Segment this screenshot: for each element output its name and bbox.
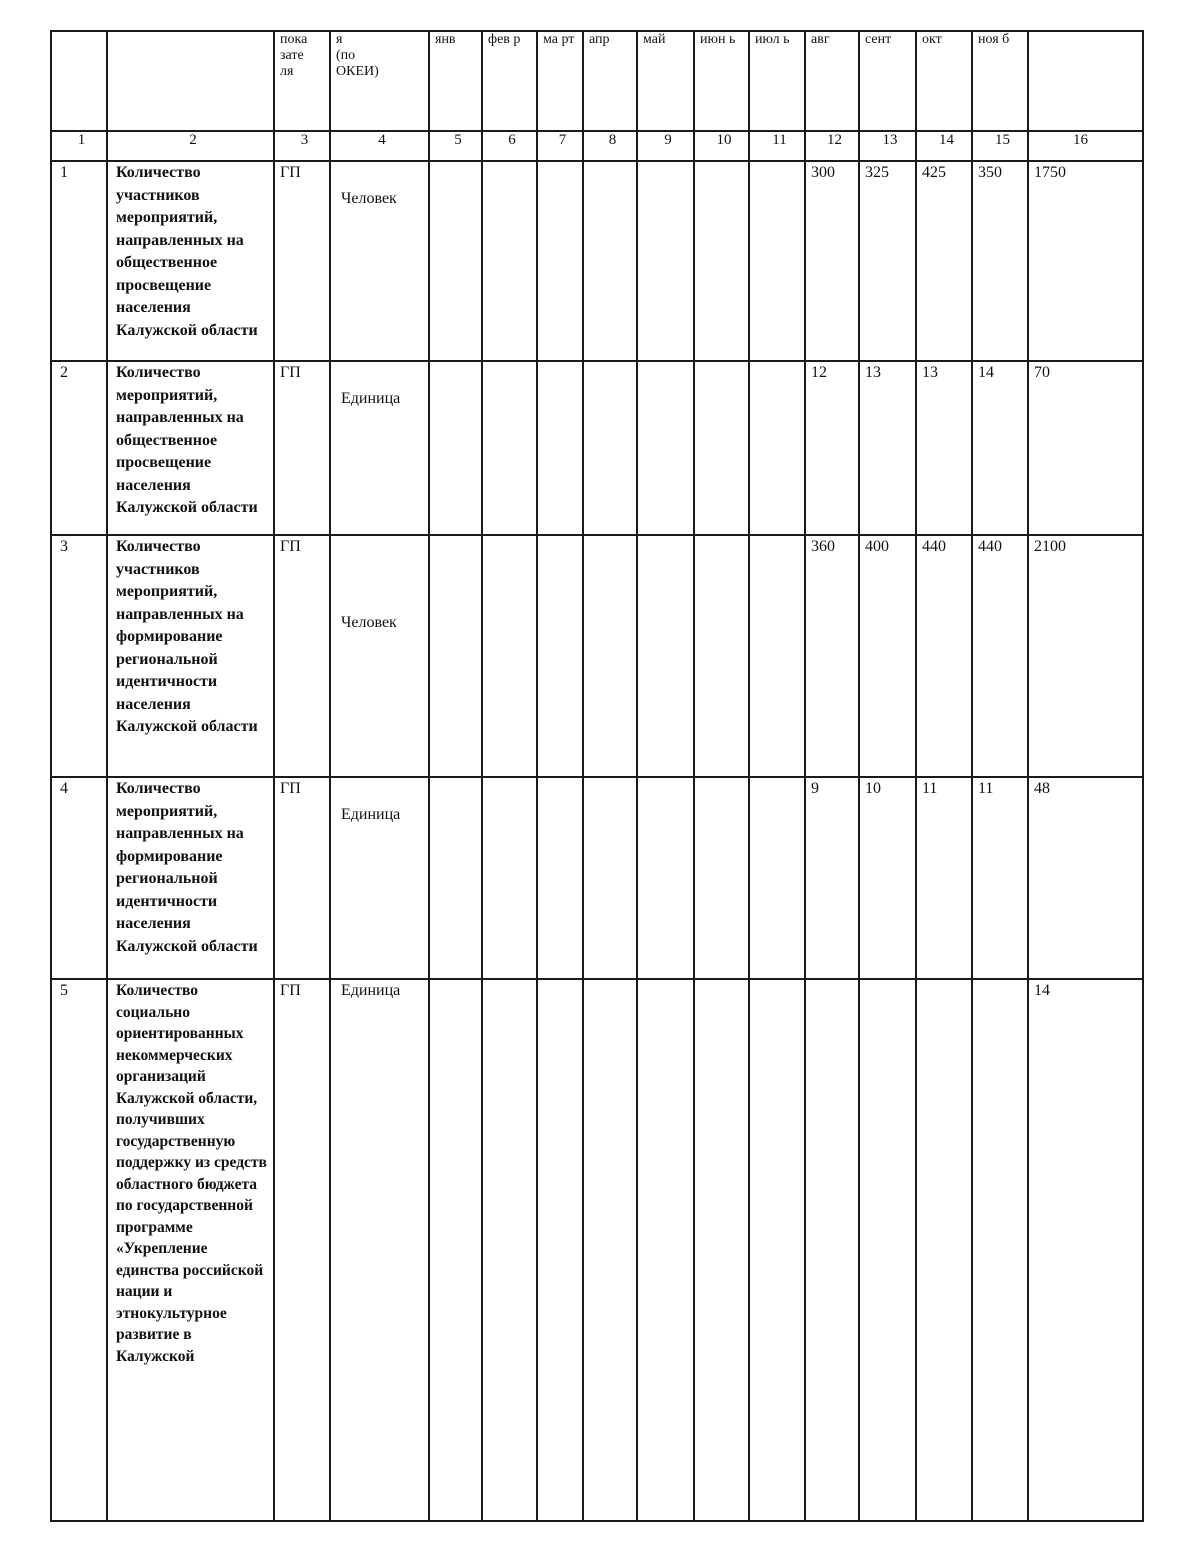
empty-cell — [429, 361, 482, 535]
column-number: 9 — [637, 131, 694, 161]
header-month-aug: авг — [805, 31, 859, 131]
empty-cell — [537, 535, 583, 777]
header-month-nov: ноя б — [972, 31, 1028, 131]
indicator-name: Количество социально ориентированных некоммерческих организаций Калужской области, получивших государственную поддержку из средств областного бюджета по государственной программе «Укрепление единства российской нации и этнокультурное развитие в Калужской — [107, 979, 274, 1521]
indicator-name: Количество участников мероприятий, направленных на формирование региональной идентичности населения Калужской области — [107, 535, 274, 777]
value-oct: 13 — [916, 361, 972, 535]
empty-cell — [749, 979, 805, 1521]
empty-cell — [583, 777, 637, 979]
table-row — [51, 777, 1143, 979]
row-index: 4 — [51, 777, 107, 979]
value-total: 70 — [1028, 361, 1143, 535]
header-month-jan: янв — [429, 31, 482, 131]
empty-cell — [637, 777, 694, 979]
column-number: 10 — [694, 131, 749, 161]
column-number: 7 — [537, 131, 583, 161]
unit-cell — [330, 979, 429, 1521]
value-aug: 360 — [805, 535, 859, 777]
value-sep: 13 — [859, 361, 916, 535]
unit-label: Единица — [341, 982, 401, 999]
row-index: 1 — [51, 161, 107, 361]
value-nov: 11 — [972, 777, 1028, 979]
value-nov: 14 — [972, 361, 1028, 535]
header-cell-3-line: зате — [280, 48, 304, 63]
table-row — [51, 979, 1143, 1521]
value-aug: 12 — [805, 361, 859, 535]
indicator-type: ГП — [274, 777, 330, 979]
row-index: 5 — [51, 979, 107, 1521]
indicator-type: ГП — [274, 979, 330, 1521]
empty-cell — [537, 979, 583, 1521]
empty-cell — [637, 361, 694, 535]
value-total: 48 — [1028, 777, 1143, 979]
indicators-table — [50, 30, 1144, 1522]
column-number: 11 — [749, 131, 805, 161]
header-month-apr: апр — [583, 31, 637, 131]
column-number: 8 — [583, 131, 637, 161]
unit-label: Человек — [341, 614, 397, 631]
empty-cell — [749, 777, 805, 979]
column-number: 5 — [429, 131, 482, 161]
unit-cell — [330, 361, 429, 535]
value-aug — [805, 979, 859, 1521]
row-index: 2 — [51, 361, 107, 535]
column-number-row — [51, 131, 1143, 161]
empty-cell — [429, 979, 482, 1521]
empty-cell — [482, 361, 537, 535]
header-cell-3-line: ля — [280, 64, 294, 79]
value-aug: 300 — [805, 161, 859, 361]
empty-cell — [583, 361, 637, 535]
header-month-jun: июн ь — [694, 31, 749, 131]
column-number: 14 — [916, 131, 972, 161]
value-oct — [916, 979, 972, 1521]
table-row — [51, 161, 1143, 361]
indicator-name: Количество мероприятий, направленных на общественное просвещение населения Калужской области — [107, 361, 274, 535]
value-sep: 400 — [859, 535, 916, 777]
value-aug: 9 — [805, 777, 859, 979]
empty-cell — [482, 777, 537, 979]
value-sep — [859, 979, 916, 1521]
empty-cell — [749, 161, 805, 361]
header-cell-4-line: ОКЕИ) — [336, 64, 379, 79]
empty-cell — [694, 361, 749, 535]
empty-cell — [637, 161, 694, 361]
unit-label: Единица — [341, 390, 401, 407]
column-number: 15 — [972, 131, 1028, 161]
value-nov: 350 — [972, 161, 1028, 361]
empty-cell — [637, 535, 694, 777]
empty-cell — [694, 161, 749, 361]
unit-cell — [330, 161, 429, 361]
indicator-name: Количество мероприятий, направленных на формирование региональной идентичности населения Калужской области — [107, 777, 274, 979]
empty-cell — [583, 979, 637, 1521]
column-number: 12 — [805, 131, 859, 161]
header-month-sep: сент — [859, 31, 916, 131]
column-number: 3 — [274, 131, 330, 161]
unit-label: Человек — [341, 190, 397, 207]
empty-cell — [429, 535, 482, 777]
empty-cell — [694, 777, 749, 979]
empty-cell — [637, 979, 694, 1521]
header-row — [51, 31, 1143, 131]
row-index: 3 — [51, 535, 107, 777]
indicator-type: ГП — [274, 361, 330, 535]
table-row — [51, 361, 1143, 535]
column-number: 2 — [107, 131, 274, 161]
value-total: 14 — [1028, 979, 1143, 1521]
column-number: 1 — [51, 131, 107, 161]
value-total: 2100 — [1028, 535, 1143, 777]
value-total: 1750 — [1028, 161, 1143, 361]
header-cell-3 — [274, 31, 330, 131]
header-cell-3-line: пока — [280, 32, 308, 47]
value-oct: 440 — [916, 535, 972, 777]
empty-cell — [429, 161, 482, 361]
table-row — [51, 535, 1143, 777]
value-sep: 10 — [859, 777, 916, 979]
header-cell-4-line: я — [336, 32, 343, 47]
empty-cell — [583, 161, 637, 361]
empty-cell — [537, 361, 583, 535]
empty-cell — [537, 161, 583, 361]
header-month-jul: июл ь — [749, 31, 805, 131]
header-month-may: май — [637, 31, 694, 131]
header-month-feb: фев р — [482, 31, 537, 131]
header-cell-4-line: (по — [336, 48, 356, 63]
value-oct: 425 — [916, 161, 972, 361]
value-sep: 325 — [859, 161, 916, 361]
header-cell-1 — [51, 31, 107, 131]
value-oct: 11 — [916, 777, 972, 979]
value-nov: 440 — [972, 535, 1028, 777]
column-number: 6 — [482, 131, 537, 161]
unit-cell — [330, 777, 429, 979]
empty-cell — [537, 777, 583, 979]
empty-cell — [482, 535, 537, 777]
empty-cell — [694, 535, 749, 777]
header-cell-4 — [330, 31, 429, 131]
empty-cell — [749, 535, 805, 777]
indicator-name: Количество участников мероприятий, направленных на общественное просвещение населения Калужской области — [107, 161, 274, 361]
header-cell-16 — [1028, 31, 1143, 131]
unit-label: Единица — [341, 806, 401, 823]
column-number: 16 — [1028, 131, 1143, 161]
header-cell-2 — [107, 31, 274, 131]
indicator-type: ГП — [274, 535, 330, 777]
column-number: 13 — [859, 131, 916, 161]
empty-cell — [583, 535, 637, 777]
column-number: 4 — [330, 131, 429, 161]
empty-cell — [429, 777, 482, 979]
empty-cell — [694, 979, 749, 1521]
empty-cell — [482, 979, 537, 1521]
value-nov — [972, 979, 1028, 1521]
empty-cell — [482, 161, 537, 361]
header-month-mar: ма рт — [537, 31, 583, 131]
header-month-oct: окт — [916, 31, 972, 131]
indicator-type: ГП — [274, 161, 330, 361]
unit-cell — [330, 535, 429, 777]
empty-cell — [749, 361, 805, 535]
